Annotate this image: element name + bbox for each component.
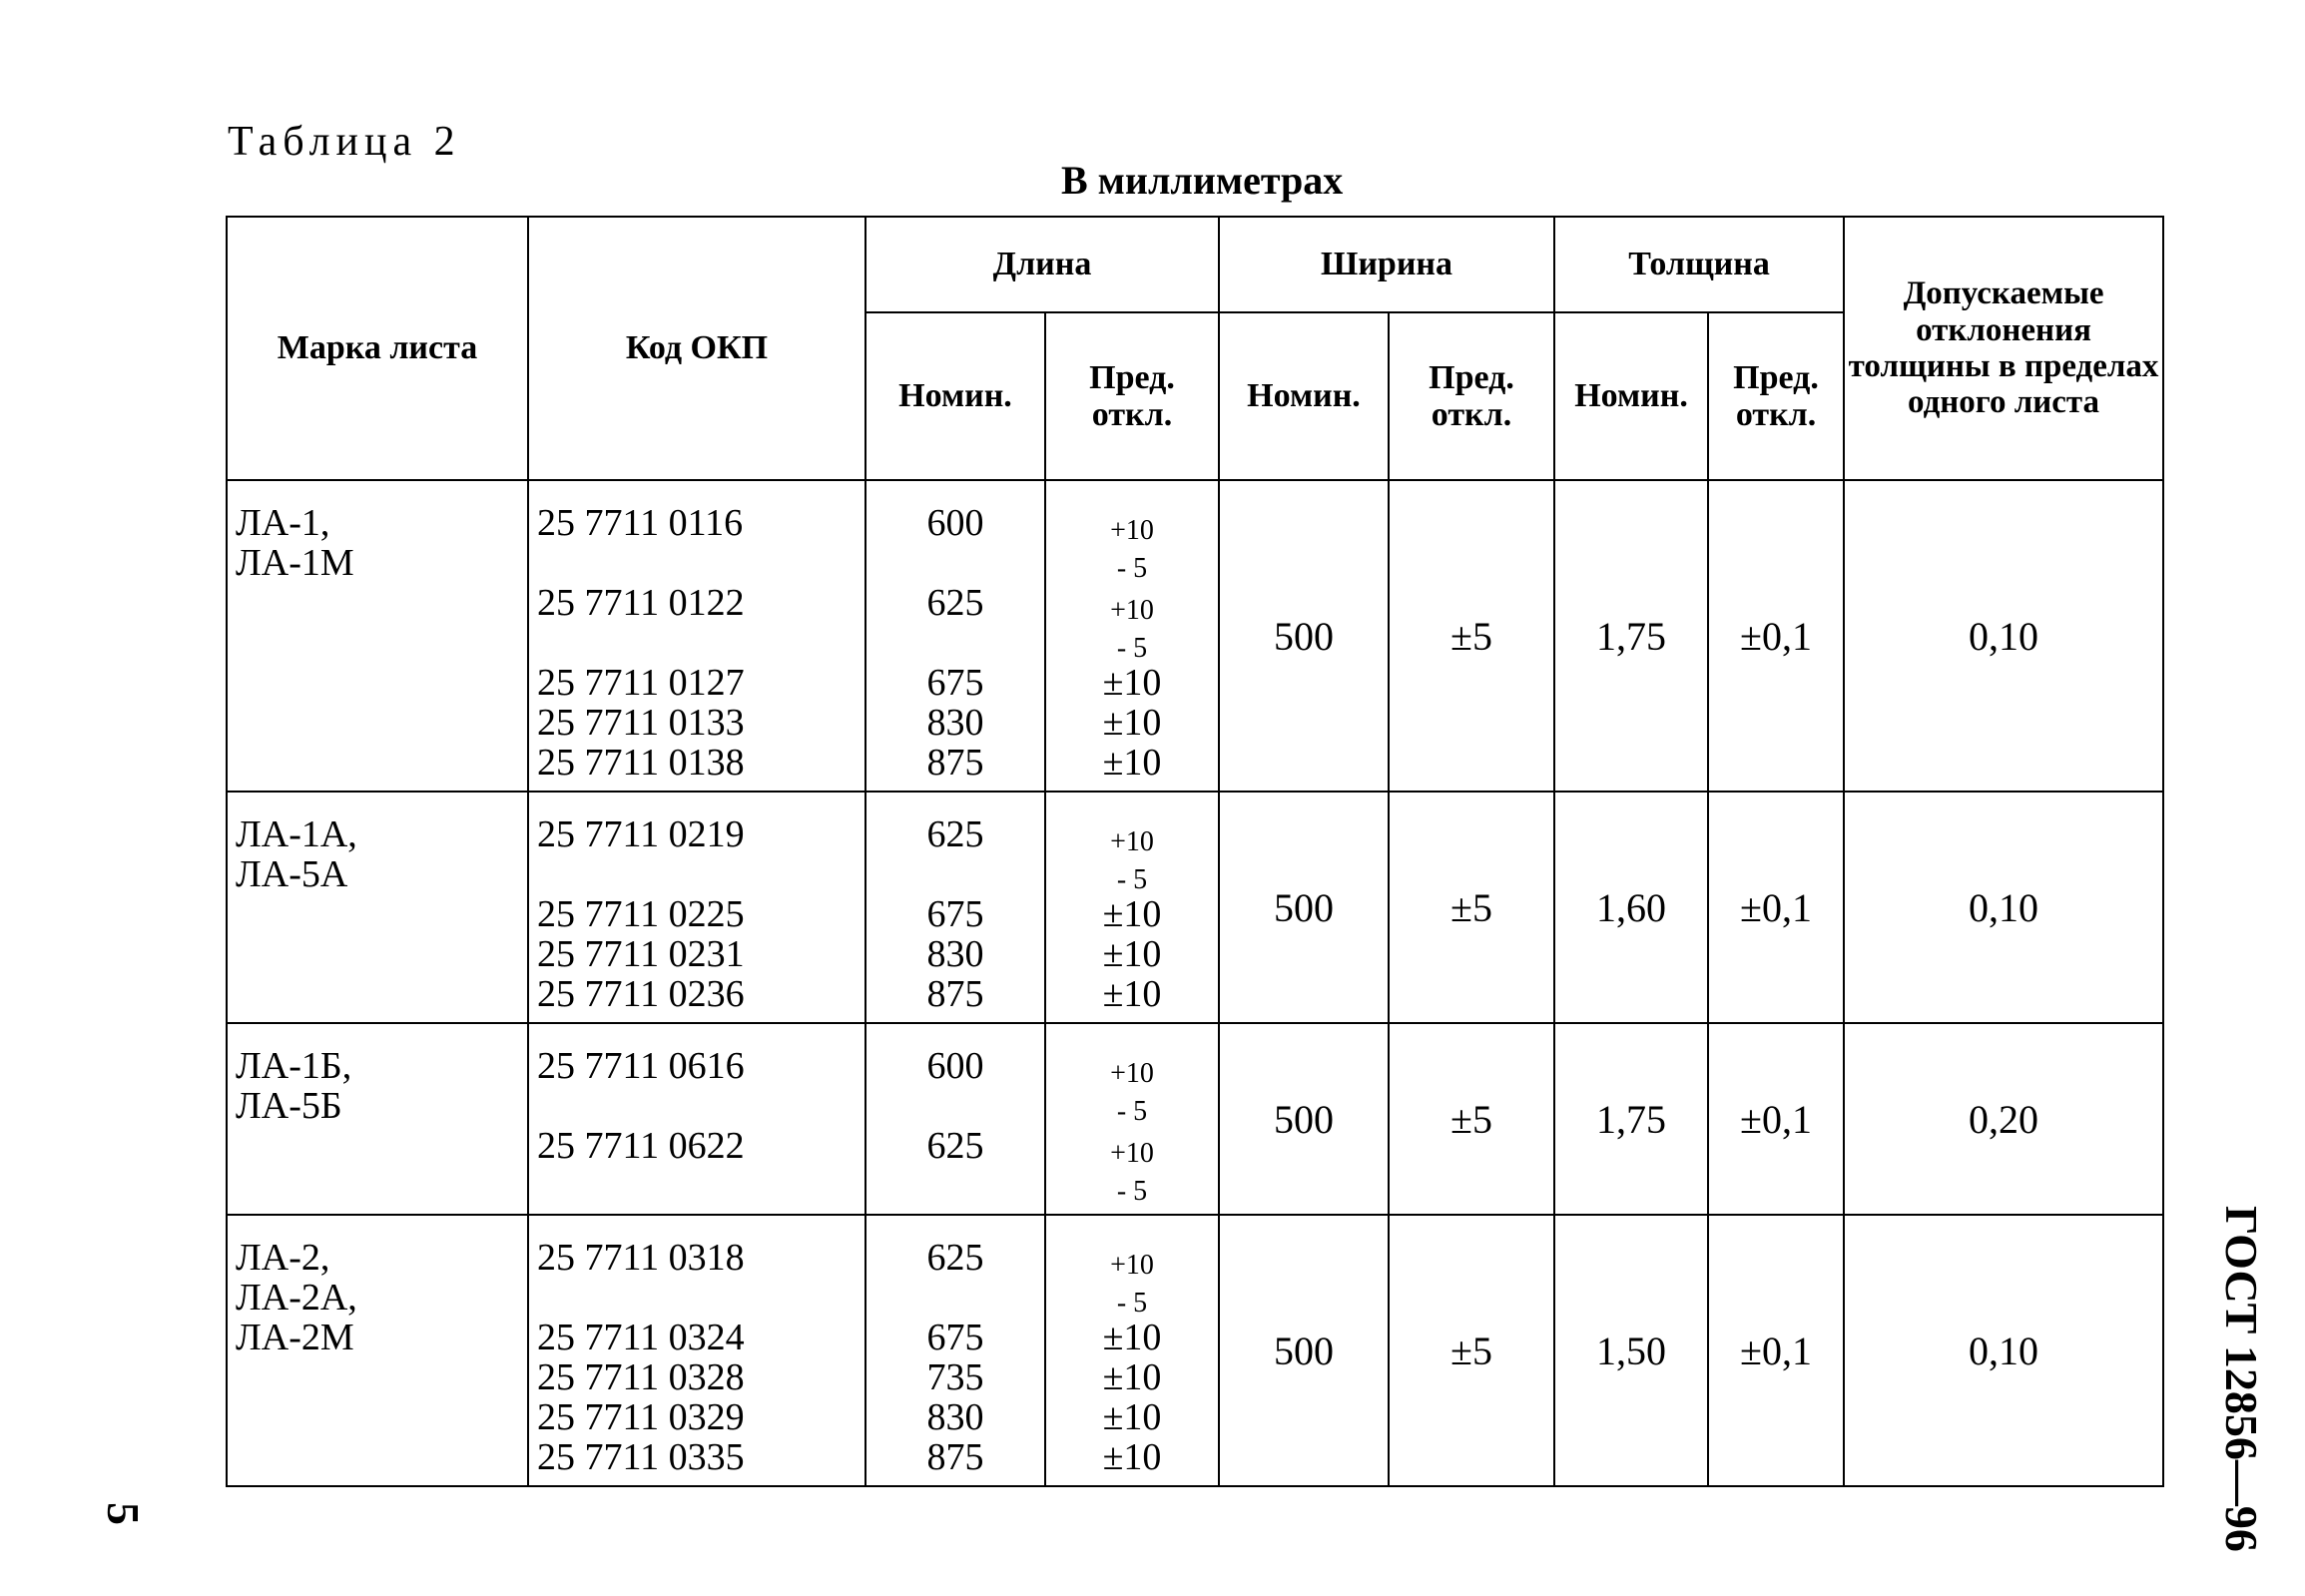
okp-code: 25 7711 0122 — [537, 582, 745, 624]
thickness-dev-cell: ±0,1 — [1708, 480, 1844, 792]
okp-code: 25 7711 0127 — [537, 662, 745, 704]
mark-name: ЛА-2, — [236, 1237, 330, 1279]
length-deviation: ±10 — [1102, 973, 1162, 1015]
okp-code: 25 7711 0318 — [537, 1237, 745, 1279]
mark-name: ЛА-2А, — [236, 1277, 357, 1319]
table-caption: Таблица 2 — [228, 119, 461, 165]
tolerance-cell: 0,10 — [1844, 792, 2163, 1023]
okp-code: 25 7711 0138 — [537, 742, 745, 784]
length-nominal: 625 — [926, 1125, 984, 1167]
table-row — [227, 480, 2163, 792]
width-dev-cell: ±5 — [1389, 1215, 1554, 1486]
width-dev-cell: ±5 — [1389, 792, 1554, 1023]
header-length-nom: Номин. — [865, 312, 1045, 480]
thickness-nom-cell: 1,75 — [1554, 480, 1708, 792]
length-nominal: 625 — [926, 582, 984, 624]
length-deviation: ±10 — [1102, 1356, 1162, 1398]
deviation-upper: +10 — [1110, 1058, 1154, 1089]
code-cell — [528, 1023, 865, 1215]
deviation-upper: +10 — [1110, 515, 1154, 546]
deviation-lower: - 5 — [1116, 864, 1148, 895]
length-nominal: 830 — [926, 702, 984, 744]
length-deviation: ±10 — [1102, 742, 1162, 784]
page-number: 5 — [98, 1502, 149, 1525]
deviation-upper: +10 — [1110, 595, 1154, 626]
tolerance-cell: 0,20 — [1844, 1023, 2163, 1215]
thickness-nom-cell: 1,75 — [1554, 1023, 1708, 1215]
length-nom-cell — [865, 792, 1045, 1023]
length-nominal: 600 — [926, 502, 984, 544]
length-nom-cell — [865, 480, 1045, 792]
length-nominal: 675 — [926, 1317, 984, 1358]
length-deviation — [1046, 1238, 1218, 1318]
okp-code: 25 7711 0116 — [537, 502, 744, 544]
okp-code: 25 7711 0616 — [537, 1045, 745, 1087]
okp-code: 25 7711 0324 — [537, 1317, 745, 1358]
units-note: В миллиметрах — [1061, 158, 1344, 203]
length-nominal: 830 — [926, 933, 984, 975]
thickness-dev-cell: ±0,1 — [1708, 792, 1844, 1023]
width-nom-cell: 500 — [1219, 1023, 1389, 1215]
table-row — [227, 1023, 2163, 1215]
length-nominal: 735 — [926, 1356, 984, 1398]
mark-cell — [227, 480, 528, 792]
length-deviation: ±10 — [1102, 893, 1162, 935]
length-dev-cell — [1045, 1215, 1219, 1486]
sheet-table — [226, 216, 2164, 1487]
length-nom-cell — [865, 1023, 1045, 1215]
width-nom-cell: 500 — [1219, 480, 1389, 792]
mark-name: ЛА-5А — [236, 853, 348, 895]
deviation-lower: - 5 — [1116, 1288, 1148, 1319]
length-deviation — [1046, 1046, 1218, 1126]
length-nominal: 625 — [926, 813, 984, 855]
mark-name: ЛА-1А, — [236, 813, 357, 855]
length-deviation: ±10 — [1102, 662, 1162, 704]
mark-name: ЛА-1, — [236, 502, 330, 544]
width-dev-cell: ±5 — [1389, 1023, 1554, 1215]
deviation-upper: +10 — [1110, 1138, 1154, 1169]
length-deviation: ±10 — [1102, 1396, 1162, 1438]
tolerance-cell: 0,10 — [1844, 1215, 2163, 1486]
thickness-nom-cell: 1,50 — [1554, 1215, 1708, 1486]
okp-code: 25 7711 0219 — [537, 813, 745, 855]
width-dev-cell: ±5 — [1389, 480, 1554, 792]
length-nominal: 625 — [926, 1237, 984, 1279]
mark-cell — [227, 1215, 528, 1486]
thickness-dev-cell: ±0,1 — [1708, 1215, 1844, 1486]
length-nominal: 875 — [926, 973, 984, 1015]
header-width-nom: Номин. — [1219, 312, 1389, 480]
mark-name: ЛА-2М — [236, 1317, 354, 1358]
mark-cell — [227, 1023, 528, 1215]
table-body — [227, 480, 2163, 1486]
table-row — [227, 792, 2163, 1023]
okp-code: 25 7711 0328 — [537, 1356, 745, 1398]
header-width-dev: Пред. откл. — [1389, 312, 1554, 480]
mark-name: ЛА-5Б — [236, 1085, 342, 1127]
header-mark: Марка листа — [227, 217, 528, 480]
length-nominal: 875 — [926, 1436, 984, 1478]
header-tolerance: Допускаемые отклонения толщины в пределах одного листа — [1844, 217, 2163, 480]
length-deviation — [1046, 814, 1218, 894]
okp-code: 25 7711 0133 — [537, 702, 745, 744]
mark-name: ЛА-1М — [236, 542, 354, 584]
length-deviation: ±10 — [1102, 1436, 1162, 1478]
length-deviation: ±10 — [1102, 933, 1162, 975]
okp-code: 25 7711 0236 — [537, 973, 745, 1015]
mark-name: ЛА-1Б, — [236, 1045, 352, 1087]
mark-cell — [227, 792, 528, 1023]
length-nominal: 600 — [926, 1045, 984, 1087]
length-nominal: 830 — [926, 1396, 984, 1438]
header-thickness: Толщина — [1554, 217, 1844, 312]
okp-code: 25 7711 0335 — [537, 1436, 745, 1478]
okp-code: 25 7711 0231 — [537, 933, 745, 975]
length-nominal: 675 — [926, 893, 984, 935]
table-row — [227, 1215, 2163, 1486]
okp-code: 25 7711 0225 — [537, 893, 745, 935]
deviation-lower: - 5 — [1116, 553, 1148, 584]
header-thickness-dev: Пред. откл. — [1708, 312, 1844, 480]
header-width: Ширина — [1219, 217, 1554, 312]
length-deviation — [1046, 1126, 1218, 1206]
standard-designation: ГОСТ 12856—96 — [2216, 1206, 2267, 1552]
code-cell — [528, 1215, 865, 1486]
deviation-lower: - 5 — [1116, 633, 1148, 664]
okp-code: 25 7711 0329 — [537, 1396, 745, 1438]
length-dev-cell — [1045, 1023, 1219, 1215]
length-deviation — [1046, 583, 1218, 663]
length-deviation: ±10 — [1102, 1317, 1162, 1358]
deviation-lower: - 5 — [1116, 1176, 1148, 1207]
deviation-upper: +10 — [1110, 826, 1154, 857]
width-nom-cell: 500 — [1219, 1215, 1389, 1486]
okp-code: 25 7711 0622 — [537, 1125, 745, 1167]
length-deviation — [1046, 503, 1218, 583]
header-thickness-nom: Номин. — [1554, 312, 1708, 480]
length-nominal: 875 — [926, 742, 984, 784]
thickness-nom-cell: 1,60 — [1554, 792, 1708, 1023]
code-cell — [528, 480, 865, 792]
length-dev-cell — [1045, 792, 1219, 1023]
header-code: Код ОКП — [528, 217, 865, 480]
tolerance-cell: 0,10 — [1844, 480, 2163, 792]
length-nom-cell — [865, 1215, 1045, 1486]
header-length: Длина — [865, 217, 1219, 312]
deviation-lower: - 5 — [1116, 1096, 1148, 1127]
thickness-dev-cell: ±0,1 — [1708, 1023, 1844, 1215]
length-nominal: 675 — [926, 662, 984, 704]
deviation-upper: +10 — [1110, 1250, 1154, 1281]
code-cell — [528, 792, 865, 1023]
length-deviation: ±10 — [1102, 702, 1162, 744]
width-nom-cell: 500 — [1219, 792, 1389, 1023]
header-length-dev: Пред. откл. — [1045, 312, 1219, 480]
length-dev-cell — [1045, 480, 1219, 792]
